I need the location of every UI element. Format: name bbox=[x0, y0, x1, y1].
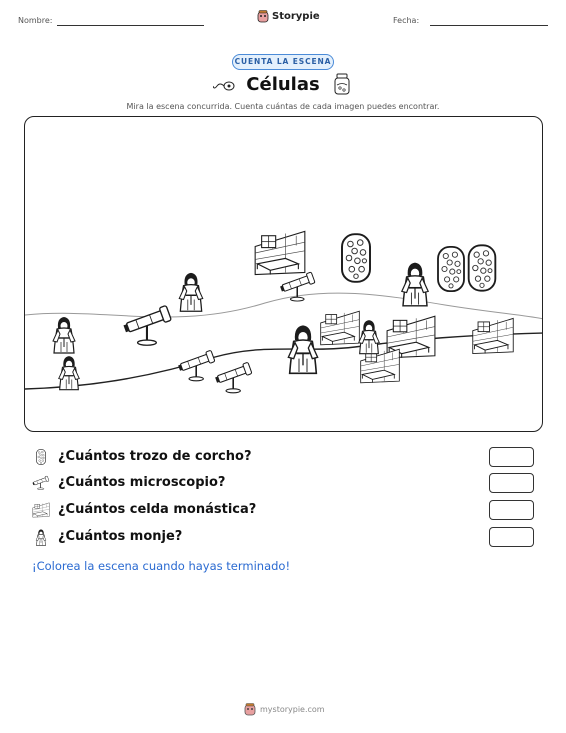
cork-icon[interactable] bbox=[462, 241, 502, 295]
monk-icon[interactable] bbox=[397, 255, 433, 311]
question-text: ¿Cuántos microscopio? bbox=[58, 475, 226, 490]
question-text: ¿Cuántos celda monástica? bbox=[58, 502, 257, 517]
counting-scene bbox=[24, 116, 543, 432]
microscope-icon[interactable] bbox=[122, 301, 174, 351]
monk-icon[interactable] bbox=[355, 315, 383, 357]
microscope-icon[interactable] bbox=[279, 267, 317, 307]
monk-icon[interactable] bbox=[55, 349, 83, 395]
question-row-monastic-cell bbox=[32, 500, 537, 522]
section-badge: CUENTA LA ESCENA bbox=[232, 54, 334, 70]
monk-icon bbox=[32, 528, 50, 546]
monastic-cell-icon bbox=[32, 501, 50, 519]
cork-icon bbox=[32, 448, 50, 466]
date-label: Fecha: bbox=[393, 16, 420, 25]
microscope-icon bbox=[32, 474, 50, 492]
answer-box-cork[interactable] bbox=[489, 447, 534, 467]
brand-logo bbox=[257, 10, 320, 23]
microscope-icon[interactable] bbox=[214, 357, 254, 399]
instructions: Mira la escena concurrida. Cuenta cuántas de cada imagen puedes encontrar. bbox=[126, 102, 440, 111]
coloring-instruction: ¡Colorea la escena cuando hayas terminado! bbox=[32, 559, 291, 573]
specimen-jar-icon bbox=[334, 73, 350, 95]
page-title: Células bbox=[246, 74, 320, 95]
question-row-cork bbox=[32, 447, 537, 469]
answer-box-monk[interactable] bbox=[489, 527, 534, 547]
storypie-mascot-icon bbox=[244, 703, 256, 716]
answer-box-monastic-cell[interactable] bbox=[489, 500, 534, 520]
question-text: ¿Cuántos trozo de corcho? bbox=[58, 449, 252, 464]
monastic-cell-icon[interactable] bbox=[471, 316, 515, 356]
storypie-mascot-icon bbox=[257, 10, 269, 23]
question-text: ¿Cuántos monje? bbox=[58, 529, 183, 544]
question-row-microscope bbox=[32, 473, 537, 495]
monk-icon[interactable] bbox=[283, 319, 323, 377]
footer bbox=[244, 703, 325, 716]
footer-url[interactable]: mystorypie.com bbox=[260, 705, 325, 714]
name-label: Nombre: bbox=[18, 16, 53, 25]
question-row-monk bbox=[32, 527, 537, 549]
cork-icon[interactable] bbox=[334, 230, 378, 286]
monk-icon[interactable] bbox=[175, 269, 207, 313]
date-field[interactable] bbox=[430, 25, 548, 26]
name-field[interactable] bbox=[57, 25, 204, 26]
microscope-icon[interactable] bbox=[177, 345, 217, 387]
answer-box-microscope[interactable] bbox=[489, 473, 534, 493]
brand-name: Storypie bbox=[272, 11, 320, 22]
